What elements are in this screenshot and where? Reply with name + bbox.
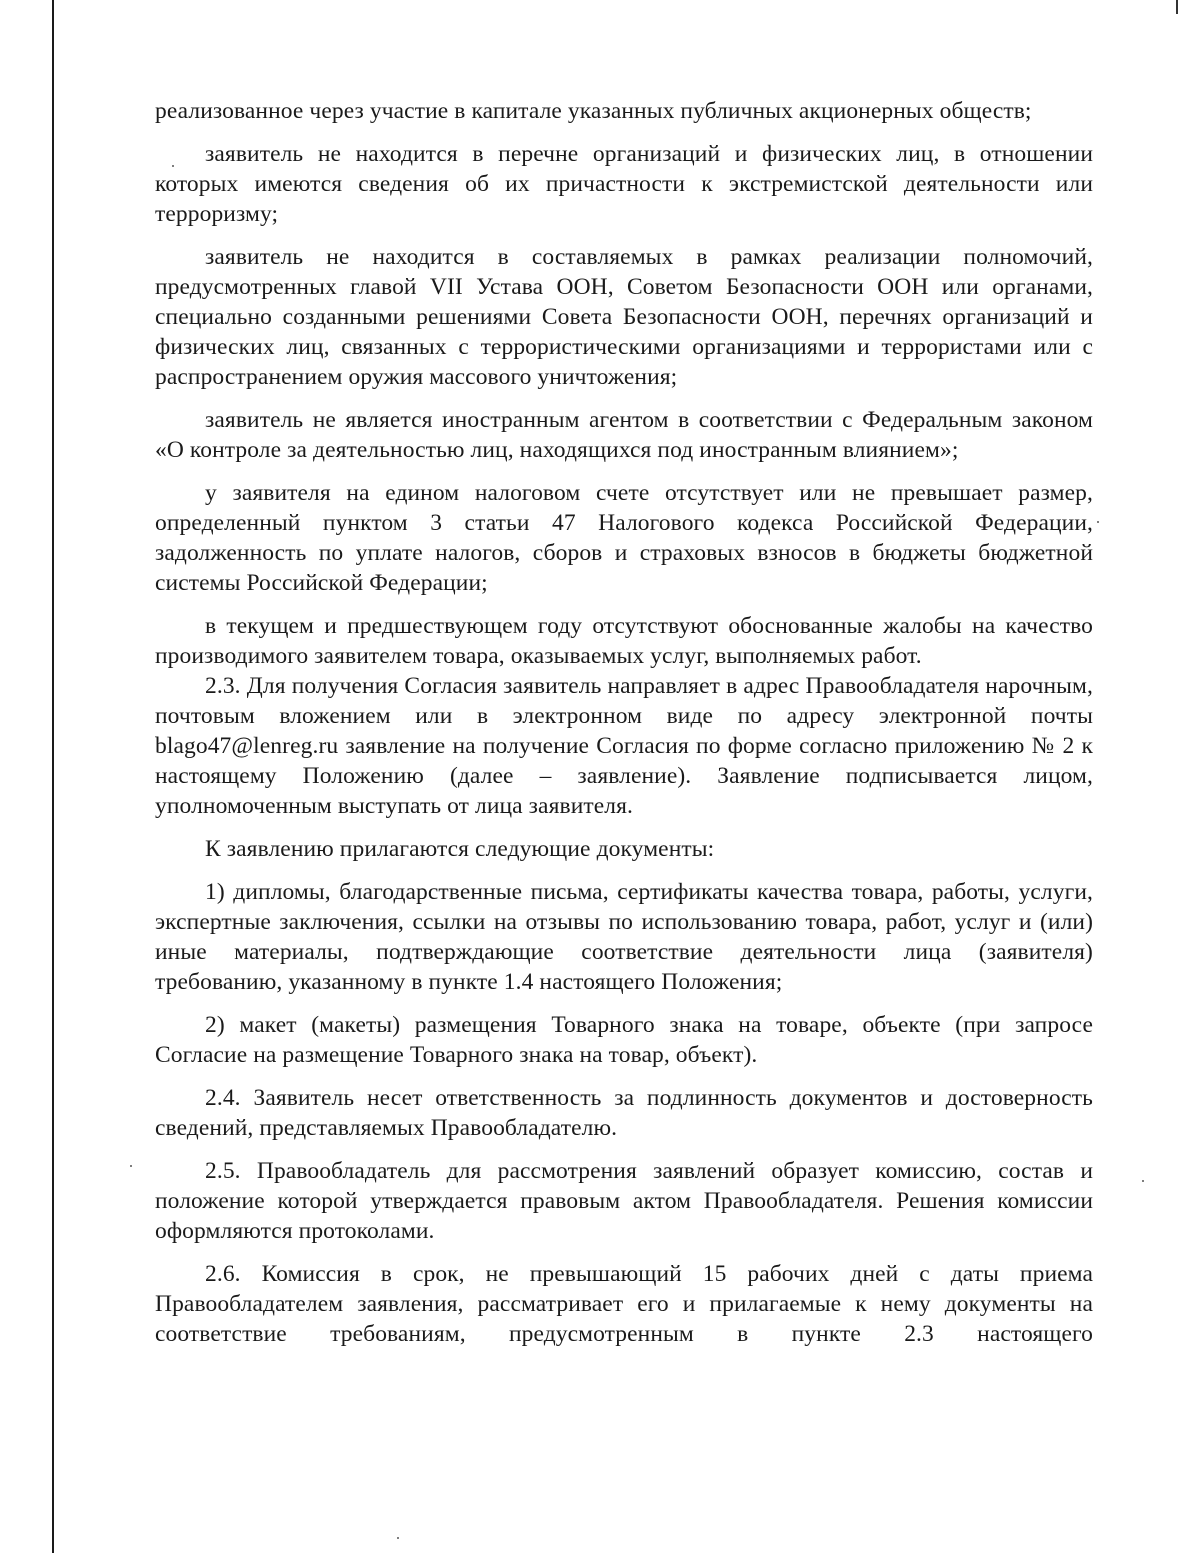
paragraph-2-3: 2.3. Для получения Согласия заявитель направляет в адрес Правообладателя нарочным, почтовым вложением или в электронном виде по адресу электронной почты blago47@lenreg.ru заявление на получение Согласия по форме согласно приложению № 2 к настоящему Положению (далее – заявление). Заявление подписывается лицом, уполномоченным выступать от лица заявителя. <box>155 673 1093 819</box>
paragraph-2-6: 2.6. Комиссия в срок, не превышающий 15 рабочих дней с даты приема Правообладателем заявления, рассматривает его и прилагаемые к нему документы на соответствие требованиям, предусмотренным в пункте 2.3 настоящего <box>155 1261 1093 1347</box>
scan-mark <box>1176 0 1178 14</box>
paragraph-foreign-agent: заявитель не является иностранным агентом в соответствии с Федеральным законом «О контроле за деятельностью лиц, находящихся под иностранным влиянием»; <box>155 407 1093 463</box>
paragraph-extremism-list: заявитель не находится в перечне организаций и физических лиц, в отношении которых имеются сведения об их причастности к экстремистской деятельности или терроризму; <box>155 141 1093 227</box>
scan-speck <box>397 1537 399 1539</box>
paragraph-un-list: заявитель не находится в составляемых в рамках реализации полномочий, предусмотренных главой VII Устава ООН, Советом Безопасности ООН или органами, специально созданными решениями Совета Безопасности ООН, перечнях организаций и физических лиц, связанных с террористическими организациями и террористами или с распространением оружия массового уничтожения; <box>155 244 1093 390</box>
scan-edge-line <box>52 0 54 1553</box>
paragraph-attachment-2: 2) макет (макеты) размещения Товарного знака на товаре, объекте (при запросе Согласие на размещение Товарного знака на товар, объект). <box>155 1012 1093 1068</box>
paragraph-2-5: 2.5. Правообладатель для рассмотрения заявлений образует комиссию, состав и положение которой утверждается правовым актом Правообладателя. Решения комиссии оформляются протоколами. <box>155 1158 1093 1244</box>
document-body <box>155 96 1093 1349</box>
paragraph-2-4: 2.4. Заявитель несет ответственность за подлинность документов и достоверность сведений, представляемых Правообладателю. <box>155 1085 1093 1141</box>
paragraph-tax-debt: у заявителя на едином налоговом счете отсутствует или не превышает размер, определенный пунктом 3 статьи 47 Налогового кодекса Российской Федерации, задолженность по уплате налогов, сборов и страховых взносов в бюджеты бюджетной системы Российской Федерации; <box>155 480 1093 596</box>
paragraph-complaints: в текущем и предшествующем году отсутствуют обоснованные жалобы на качество производимого заявителем товара, оказываемых услуг, выполняемых работ. <box>155 613 1093 669</box>
paragraph-attachments-intro: К заявлению прилагаются следующие документы: <box>205 836 715 862</box>
paragraph-continuation: реализованное через участие в капитале указанных публичных акционерных обществ; <box>155 98 1032 124</box>
paragraph-attachment-1: 1) дипломы, благодарственные письма, сертификаты качества товара, работы, услуги, экспертные заключения, ссылки на отзывы по использованию товара, работ, услуг и (или) иные материалы, подтверждающие соответствие деятельности лица (заявителя) требованию, указанному в пункте 1.4 настоящего Положения; <box>155 879 1093 995</box>
scan-speck <box>1097 521 1099 523</box>
scan-speck <box>1142 1180 1144 1182</box>
scan-speck <box>130 1165 132 1167</box>
